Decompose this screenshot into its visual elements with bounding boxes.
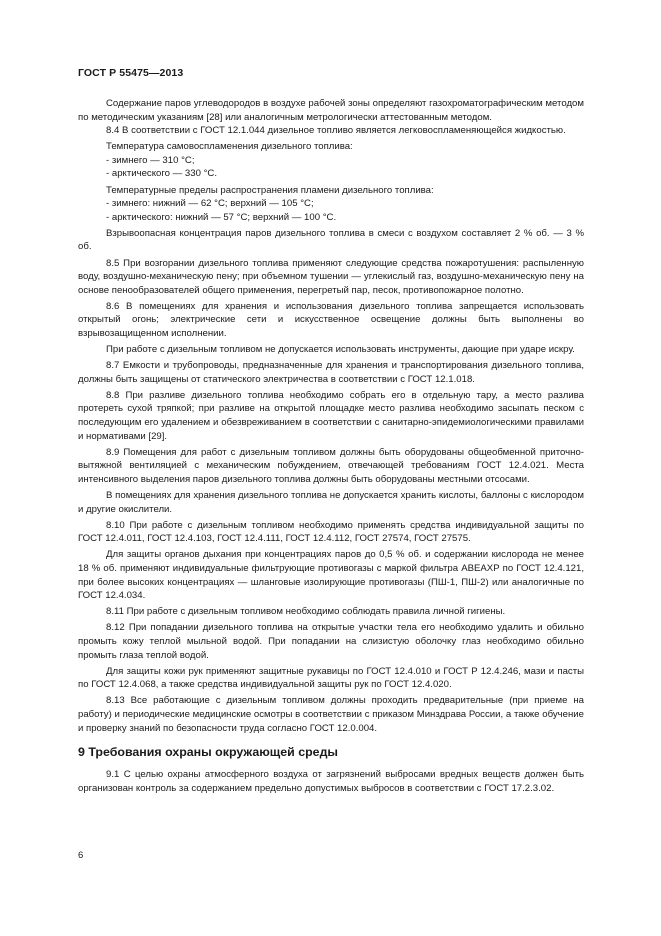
paragraph: 8.12 При попадании дизельного топлива на открытые участки тела его необходимо удалить и обильно промыть кожу теплой мыльной водой. При попадании на слизистую оболочку глаз необходимо обильно промыть глаза теплой водой. bbox=[78, 622, 584, 661]
paragraph: 8.5 При возгорании дизельного топлива применяют следующие средства пожаротушения: распыленную воду, воздушно-механическую пену; при объемном тушении — углекислый газ, воздушно-механическую пену на основе пенообразователей общего применения, перегретый пар, песок, противопожарное полотно. bbox=[78, 257, 584, 296]
document-header: ГОСТ Р 55475—2013 bbox=[78, 67, 184, 79]
paragraph: Для защиты органов дыхания при концентрациях паров до 0,5 % об. и содержании кислорода не менее 18 % об. применяют индивидуальные фильтрующие противогазы с маркой фильтра АВЕАХР по ГОСТ 12.4.121, при более высоких концентрациях — шланговые изолирующие противогазы (ПШ-1, ПШ-2) или аналогичные по ГОСТ 12.4.034. bbox=[78, 549, 584, 602]
paragraph: Взрывоопасная концентрация паров дизельного топлива в смеси с воздухом составляет 2 % об. — 3 % об. bbox=[78, 227, 584, 253]
list-item: - арктического: нижний — 57 °С; верхний — 100 °С. bbox=[106, 211, 337, 223]
paragraph: 8.10 При работе с дизельным топливом необходимо применять средства индивидуальной защиты по ГОСТ 12.4.011, ГОСТ 12.4.103, ГОСТ 12.4.111, ГОСТ 12.4.112, ГОСТ 27574, ГОСТ 27575. bbox=[78, 519, 584, 545]
list-item: - арктического — 330 °С. bbox=[106, 168, 218, 180]
page-number: 6 bbox=[78, 850, 84, 861]
paragraph: При работе с дизельным топливом не допускается использовать инструменты, дающие при ударе искру. bbox=[106, 344, 575, 356]
paragraph: Содержание паров углеводородов в воздухе рабочей зоны определяют газохроматографическим методом по методическим указаниям [28] или аналогичным метрологически аттестованным методом. bbox=[78, 98, 584, 123]
paragraph: 8.6 В помещениях для хранения и использования дизельного топлива запрещается использовать открытый огонь; электрические сети и искусственное освещение должны быть выполнены во взрывозащищенном исполнении. bbox=[78, 300, 584, 339]
list-item: - зимнего — 310 °С; bbox=[106, 154, 195, 166]
section-heading: 9 Требования охраны окружающей среды bbox=[78, 745, 339, 760]
list-item: - зимнего: нижний — 62 °С; верхний — 105 °С; bbox=[106, 198, 314, 210]
paragraph: 9.1 С целью охраны атмосферного воздуха от загрязнений выбросами вредных веществ должен быть организован контроль за содержанием предельно допустимых выбросов в соответствии с ГОСТ 17.2.3.02. bbox=[78, 769, 584, 794]
paragraph: 8.8 При разливе дизельного топлива необходимо собрать его в отдельную тару, а место разлива протереть сухой тряпкой; при разливе на открытой площадке место разлива необходимо засыпать песком с последующим его удалением и обезвреживанием в соответствии с санитарно-эпидемиологическими правилами и нормативами [29]. bbox=[78, 389, 584, 442]
paragraph: 8.9 Помещения для работ с дизельным топливом должны быть оборудованы общеобменной приточно-вытяжной вентиляцией с механическим побуждением, отвечающей требованиям ГОСТ 12.4.021. Места интенсивного выделения паров дизельного топлива должны быть оборудованы местными отсосами. bbox=[78, 446, 584, 485]
paragraph: 8.11 При работе с дизельным топливом необходимо соблюдать правила личной гигиены. bbox=[106, 606, 506, 618]
paragraph: Температура самовоспламенения дизельного топлива: bbox=[106, 141, 353, 153]
paragraph: 8.7 Емкости и трубопроводы, предназначенные для хранения и транспортирования дизельного топлива, должны быть защищены от статического электричества в соответствии с ГОСТ 12.1.018. bbox=[78, 360, 584, 385]
paragraph: 8.4 В соответствии с ГОСТ 12.1.044 дизельное топливо является легковоспламеняющейся жидкостью. bbox=[106, 125, 566, 137]
document-body bbox=[78, 97, 584, 795]
paragraph: Для защиты кожи рук применяют защитные рукавицы по ГОСТ 12.4.010 и ГОСТ Р 12.4.246, мази и пасты по ГОСТ 12.4.068, а также средства индивидуальной защиты рук по ГОСТ 12.4.020. bbox=[78, 665, 584, 691]
paragraph: В помещениях для хранения дизельного топлива не допускается хранить кислоты, баллоны с кислородом и другие окислители. bbox=[78, 490, 584, 515]
paragraph: Температурные пределы распространения пламени дизельного топлива: bbox=[106, 184, 434, 196]
paragraph: 8.13 Все работающие с дизельным топливом должны проходить предварительные (при приеме на работу) и периодические медицинские осмотры в соответствии с приказом Минздрава России, а также обучение и проверку знаний по безопасности труда согласно ГОСТ 12.0.004. bbox=[78, 695, 584, 734]
